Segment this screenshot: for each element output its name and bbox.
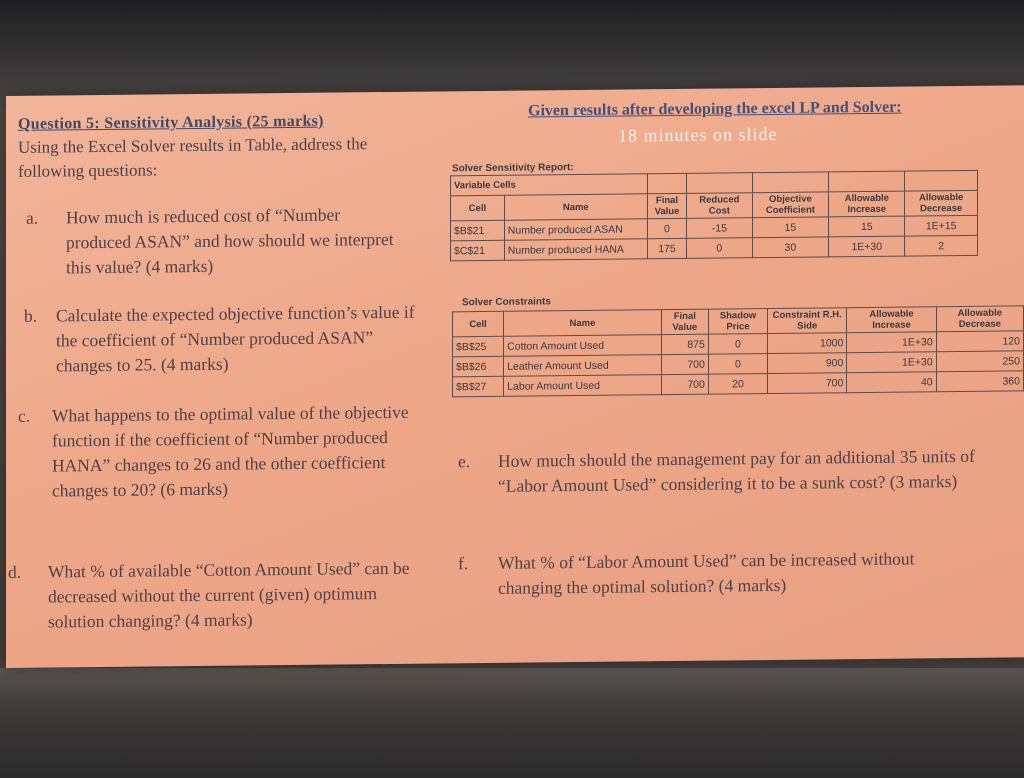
item-text: What % of available “Cotton Amount Used” can be decreased without the current (given) optimum solution changing? (4 marks) bbox=[48, 557, 410, 632]
table-cell: Cotton Amount Used bbox=[504, 335, 662, 357]
column-header: Final Value bbox=[647, 193, 686, 218]
question-item-c bbox=[18, 400, 428, 501]
table-cell: Number produced HANA bbox=[504, 239, 647, 260]
item-text: How much is reduced cost of “Number produced ASAN” and how should we interpret this value? (4 marks) bbox=[66, 204, 394, 278]
table-cell: $B$27 bbox=[453, 376, 504, 397]
table-cell: 175 bbox=[647, 238, 686, 258]
item-text: How much should the management pay for an additional 35 units of “Labor Amount Used” considering it to be a sunk cost? (3 marks) bbox=[498, 445, 975, 496]
table-cell: 1E+30 bbox=[847, 332, 936, 353]
table-cell: 1E+30 bbox=[847, 352, 936, 373]
table-cell: 700 bbox=[661, 374, 708, 394]
constraints-title: Solver Constraints bbox=[462, 296, 551, 309]
column-header: Allowable Decrease bbox=[905, 190, 978, 216]
column-header: Cell bbox=[451, 195, 505, 221]
table-cell: 1E+30 bbox=[829, 236, 905, 257]
table-cell: 875 bbox=[661, 334, 708, 354]
column-header: Constraint R.H. Side bbox=[768, 308, 847, 334]
item-text: What % of “Labor Amount Used” can be increased without changing the optimal solution? (4 marks) bbox=[498, 548, 915, 598]
table-cell: $B$25 bbox=[453, 336, 504, 357]
table-cell: 2 bbox=[905, 235, 978, 256]
table-cell: 120 bbox=[936, 331, 1023, 352]
column-header: Objective Coefficient bbox=[752, 192, 829, 218]
table-cell: -15 bbox=[687, 218, 752, 239]
question-title: Question 5: Sensitivity Analysis (25 marks) bbox=[18, 112, 324, 133]
table-cell: $B$21 bbox=[451, 220, 505, 241]
constraints-table bbox=[452, 305, 1024, 397]
table-cell: $C$21 bbox=[451, 240, 505, 261]
question-intro: Using the Excel Solver results in Table, address the following questions: bbox=[18, 134, 368, 181]
table-cell-empty bbox=[905, 170, 978, 191]
question-item-a bbox=[26, 202, 406, 278]
table-cell: Number produced ASAN bbox=[504, 219, 647, 240]
minutes-on-slide: 18 minutes on slide bbox=[618, 123, 778, 146]
table-cell: 900 bbox=[768, 353, 847, 374]
table-row bbox=[451, 235, 978, 261]
item-label: d. bbox=[8, 561, 22, 582]
table-cell: 360 bbox=[936, 371, 1023, 392]
column-header: Allowable Decrease bbox=[936, 306, 1023, 332]
table-cell-empty bbox=[647, 173, 686, 193]
item-label: e. bbox=[458, 451, 471, 472]
slide bbox=[6, 85, 1024, 668]
item-label: a. bbox=[26, 207, 39, 228]
table-cell-empty bbox=[752, 172, 829, 193]
table-cell-empty bbox=[687, 173, 752, 194]
item-text: Calculate the expected objective function’s value if the coefficient of “Number produced ASAN” changes to 25. (4 marks) bbox=[56, 301, 415, 376]
given-heading: Given results after developing the excel LP and Solver: bbox=[528, 98, 902, 120]
item-text: What happens to the optimal value of the objective function if the coefficient of “Number produced HANA” changes to 26 and the other coefficient changes to 20? (6 marks) bbox=[52, 401, 409, 501]
table-cell: 20 bbox=[708, 374, 767, 395]
table-cell: 0 bbox=[708, 354, 767, 375]
table-cell: $B$26 bbox=[453, 356, 504, 377]
variable-cells-title: Variable Cells bbox=[451, 174, 648, 196]
item-label: b. bbox=[24, 305, 38, 326]
monitor-bezel-bottom bbox=[0, 668, 1024, 778]
question-item-f bbox=[458, 546, 1008, 598]
column-header: Allowable Increase bbox=[829, 191, 905, 217]
table-cell: 1000 bbox=[768, 333, 847, 354]
table-cell: 30 bbox=[752, 237, 829, 258]
table-cell: 1E+15 bbox=[905, 215, 978, 236]
report-title: Solver Sensitivity Report: bbox=[452, 162, 574, 175]
table-cell: 0 bbox=[647, 218, 686, 238]
column-header: Reduced Cost bbox=[687, 193, 752, 219]
table-cell: 250 bbox=[936, 351, 1023, 372]
table-cell: 700 bbox=[768, 373, 847, 394]
item-label: f. bbox=[458, 553, 469, 574]
table-cell: 700 bbox=[661, 354, 708, 374]
question-item-b bbox=[24, 300, 434, 376]
table-cell: 0 bbox=[687, 238, 752, 259]
question-item-d bbox=[8, 555, 438, 632]
column-header: Shadow Price bbox=[708, 309, 767, 335]
table-cell-empty bbox=[829, 171, 905, 192]
table-cell: 40 bbox=[847, 372, 936, 393]
table-cell: Labor Amount Used bbox=[504, 375, 662, 397]
table-cell: 0 bbox=[708, 334, 767, 355]
column-header: Name bbox=[504, 310, 662, 337]
column-header: Name bbox=[504, 194, 647, 220]
column-header: Final Value bbox=[661, 309, 708, 334]
variable-cells-table bbox=[450, 170, 978, 262]
column-header: Cell bbox=[453, 311, 504, 337]
item-label: c. bbox=[18, 405, 31, 426]
table-cell: 15 bbox=[829, 216, 905, 237]
table-cell: 15 bbox=[752, 217, 829, 238]
table-cell: Leather Amount Used bbox=[504, 355, 662, 377]
column-header: Allowable Increase bbox=[847, 307, 936, 333]
question-item-e bbox=[458, 444, 1008, 496]
